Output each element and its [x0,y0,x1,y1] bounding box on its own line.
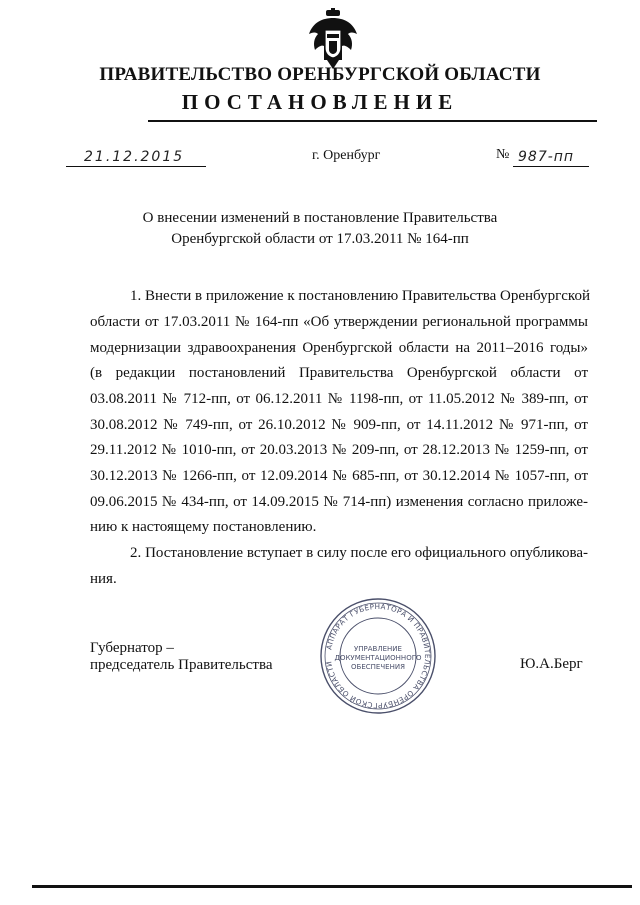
stamp-center-line: ДОКУМЕНТАЦИОННОГО [334,654,422,662]
paragraph-2-line: ния. [90,571,117,587]
stamp-ring-text: АППАРАТ ГУБЕРНАТОРА И ПРАВИТЕЛЬСТВА ОРЕНБУРГСКОЙ ОБЛАСТИ [324,601,433,711]
stamp-center-line: ОБЕСПЕЧЕНИЯ [351,663,405,671]
paragraph-1-line: 1. Внести в приложение к постановлению Правительства Оренбургской [130,288,590,304]
signatory-title: Губернатор – [90,640,174,656]
signatory-name: Ю.А.Берг [520,656,583,672]
document-heading-line: Оренбургской области от 17.03.2011 № 164-пп [171,231,469,247]
signatory-title: председатель Правительства [90,657,273,673]
government-title: ПРАВИТЕЛЬСТВО ОРЕНБУРГСКОЙ ОБЛАСТИ [99,64,541,85]
paragraph-1-line: 30.08.2012 № 749-пп, от 26.10.2012 № 909-пп, от 14.11.2012 № 971-пп, от [90,417,588,433]
document-number: 987-пп [518,149,575,165]
document-type-title: ПОСТАНОВЛЕНИЕ [181,90,459,114]
official-stamp [318,596,438,716]
paragraph-1-line: 29.11.2012 № 1010-пп, от 20.03.2013 № 209-пп, от 28.12.2013 № 1259-пп, от [90,442,588,458]
document-heading-line: О внесении изменений в постановление Правительства [142,210,498,226]
paragraph-1-line: 03.08.2011 № 712-пп, от 06.12.2011 № 1198-пп, от 11.05.2012 № 389-пп, от [90,391,588,407]
footer-rule [32,885,632,888]
paragraph-2-line: 2. Постановление вступает в силу после его официального опубликова- [130,545,588,561]
paragraph-1-line: нию к настоящему постановлению. [90,519,317,535]
paragraph-1-line: области от 17.03.2011 № 164-пп «Об утверждении региональной программы [90,314,588,330]
coat-of-arms-emblem [307,8,359,70]
document-date: 21.12.2015 [84,149,185,165]
paragraph-1-line: 09.06.2015 № 434-пп, от 14.09.2015 № 714-пп) изменения согласно приложе- [90,494,588,510]
paragraph-1-line: 30.12.2013 № 1266-пп, от 12.09.2014 № 685-пп, от 30.12.2014 № 1057-пп, от [90,468,588,484]
paragraph-1-line: модернизации здравоохранения Оренбургской области на 2011–2016 годы» [90,340,588,356]
stamp-center-line: УПРАВЛЕНИЕ [354,645,402,653]
paragraph-1-line: (в редакции постановлений Правительства Оренбургской области от [90,365,588,381]
city-label: г. Оренбург [312,148,381,163]
number-label: № [496,147,510,162]
header-rule [148,120,597,122]
